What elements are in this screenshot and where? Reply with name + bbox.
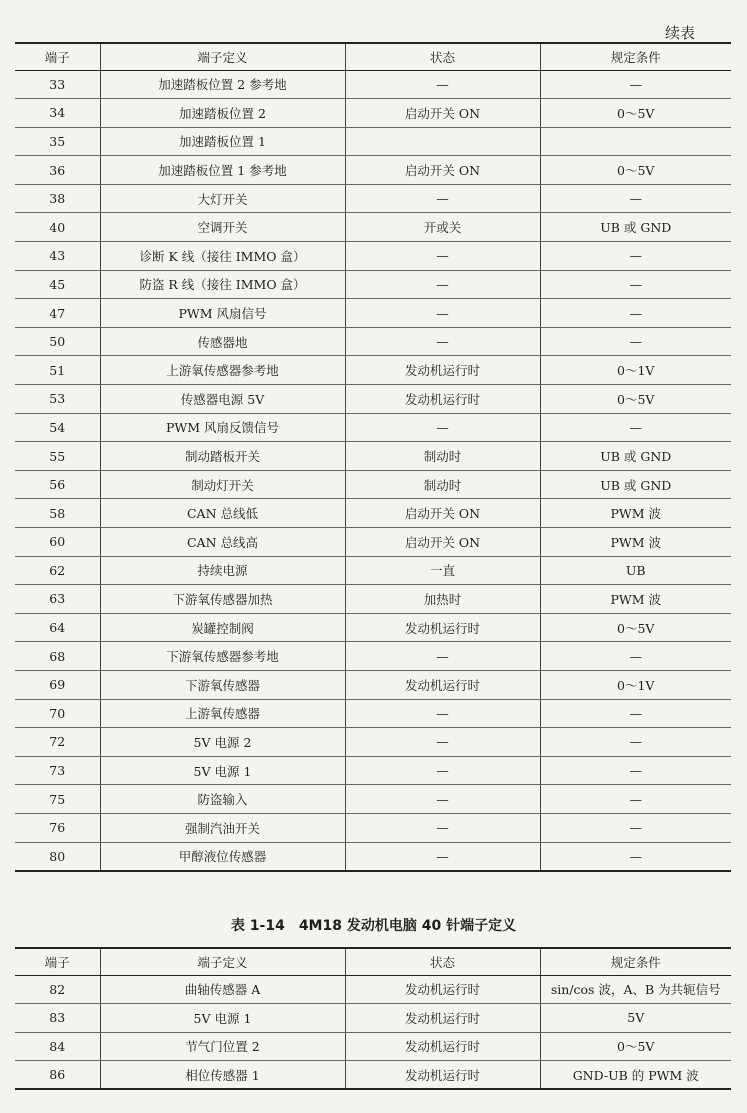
cell-definition: 防盗 R 线（接往 IMMO 盒）: [100, 270, 345, 299]
cell-condition: 0～1V: [540, 670, 731, 699]
cell-condition: [540, 127, 731, 156]
cell-terminal: 35: [15, 127, 100, 156]
cell-state: [345, 127, 540, 156]
cell-condition: GND-UB 的 PWM 波: [540, 1061, 731, 1090]
cell-condition: UB: [540, 556, 731, 585]
cell-condition: —: [540, 242, 731, 271]
cell-terminal: 54: [15, 413, 100, 442]
table-row: [15, 299, 731, 328]
table-row: [15, 728, 731, 757]
cell-condition: UB 或 GND: [540, 442, 731, 471]
terminal-table-continued: [15, 42, 731, 872]
cell-definition: 空调开关: [100, 213, 345, 242]
table-header-row: [15, 948, 731, 975]
cell-state: —: [345, 813, 540, 842]
cell-condition: 0～5V: [540, 156, 731, 185]
cell-state: 启动开关 ON: [345, 99, 540, 128]
cell-terminal: 86: [15, 1061, 100, 1090]
cell-condition: —: [540, 699, 731, 728]
header-condition: 规定条件: [540, 948, 731, 975]
cell-terminal: 62: [15, 556, 100, 585]
table-row: [15, 327, 731, 356]
cell-terminal: 69: [15, 670, 100, 699]
cell-terminal: 58: [15, 499, 100, 528]
cell-terminal: 38: [15, 184, 100, 213]
table-row: [15, 670, 731, 699]
cell-condition: —: [540, 813, 731, 842]
cell-state: —: [345, 842, 540, 871]
table-row: [15, 613, 731, 642]
cell-terminal: 34: [15, 99, 100, 128]
cell-definition: PWM 风扇信号: [100, 299, 345, 328]
table-row: [15, 356, 731, 385]
cell-definition: 传感器地: [100, 327, 345, 356]
table-row: [15, 1032, 731, 1061]
cell-definition: 传感器电源 5V: [100, 385, 345, 414]
cell-definition: 大灯开关: [100, 184, 345, 213]
cell-condition: 5V: [540, 1004, 731, 1033]
cell-definition: 诊断 K 线（接往 IMMO 盒）: [100, 242, 345, 271]
cell-state: 制动时: [345, 442, 540, 471]
cell-terminal: 73: [15, 756, 100, 785]
table-row: [15, 442, 731, 471]
cell-terminal: 36: [15, 156, 100, 185]
cell-terminal: 82: [15, 975, 100, 1004]
cell-terminal: 72: [15, 728, 100, 757]
table-row: [15, 699, 731, 728]
header-definition: 端子定义: [100, 948, 345, 975]
header-definition: 端子定义: [100, 43, 345, 70]
cell-state: 发动机运行时: [345, 613, 540, 642]
cell-terminal: 55: [15, 442, 100, 471]
cell-condition: —: [540, 642, 731, 671]
table-row: [15, 1061, 731, 1090]
cell-definition: 炭罐控制阀: [100, 613, 345, 642]
cell-definition: 加速踏板位置 1: [100, 127, 345, 156]
cell-terminal: 75: [15, 785, 100, 814]
cell-condition: —: [540, 327, 731, 356]
cell-condition: 0～1V: [540, 356, 731, 385]
cell-definition: 曲轴传感器 A: [100, 975, 345, 1004]
cell-terminal: 51: [15, 356, 100, 385]
header-state: 状态: [345, 43, 540, 70]
cell-definition: 下游氧传感器: [100, 670, 345, 699]
cell-definition: 加速踏板位置 1 参考地: [100, 156, 345, 185]
cell-condition: —: [540, 756, 731, 785]
table-row: [15, 270, 731, 299]
cell-terminal: 80: [15, 842, 100, 871]
cell-condition: —: [540, 728, 731, 757]
cell-state: —: [345, 184, 540, 213]
table-row: [15, 99, 731, 128]
cell-terminal: 76: [15, 813, 100, 842]
cell-definition: 加速踏板位置 2: [100, 99, 345, 128]
table-row: [15, 975, 731, 1004]
cell-definition: 下游氧传感器加热: [100, 585, 345, 614]
cell-state: 启动开关 ON: [345, 528, 540, 557]
cell-state: —: [345, 270, 540, 299]
cell-condition: PWM 波: [540, 499, 731, 528]
cell-condition: —: [540, 184, 731, 213]
cell-condition: 0～5V: [540, 385, 731, 414]
cell-condition: —: [540, 842, 731, 871]
cell-state: 制动时: [345, 470, 540, 499]
table-row: [15, 184, 731, 213]
cell-state: —: [345, 327, 540, 356]
cell-terminal: 84: [15, 1032, 100, 1061]
table-row: [15, 213, 731, 242]
cell-state: —: [345, 785, 540, 814]
cell-terminal: 64: [15, 613, 100, 642]
cell-definition: 强制汽油开关: [100, 813, 345, 842]
table-row: [15, 156, 731, 185]
cell-condition: 0～5V: [540, 613, 731, 642]
cell-state: 启动开关 ON: [345, 499, 540, 528]
table-row: [15, 585, 731, 614]
cell-terminal: 56: [15, 470, 100, 499]
cell-terminal: 50: [15, 327, 100, 356]
cell-condition: UB 或 GND: [540, 213, 731, 242]
cell-terminal: 70: [15, 699, 100, 728]
cell-definition: 制动踏板开关: [100, 442, 345, 471]
cell-definition: 上游氧传感器参考地: [100, 356, 345, 385]
cell-definition: 节气门位置 2: [100, 1032, 345, 1061]
cell-state: 加热时: [345, 585, 540, 614]
table-row: [15, 842, 731, 871]
table-row: [15, 756, 731, 785]
cell-condition: —: [540, 785, 731, 814]
cell-condition: PWM 波: [540, 585, 731, 614]
table-caption: 表 1-14 4M18 发动机电脑 40 针端子定义: [230, 918, 517, 934]
cell-definition: 甲醇液位传感器: [100, 842, 345, 871]
header-condition: 规定条件: [540, 43, 731, 70]
cell-state: —: [345, 299, 540, 328]
terminal-table-40pin: [15, 947, 731, 1090]
cell-terminal: 47: [15, 299, 100, 328]
cell-state: 发动机运行时: [345, 385, 540, 414]
cell-condition: —: [540, 299, 731, 328]
table-row: [15, 127, 731, 156]
cell-state: —: [345, 413, 540, 442]
continued-label: 续表: [664, 24, 695, 42]
cell-condition: sin/cos 波，A、B 为共轭信号: [540, 975, 731, 1004]
cell-terminal: 60: [15, 528, 100, 557]
cell-state: —: [345, 242, 540, 271]
cell-definition: 下游氧传感器参考地: [100, 642, 345, 671]
cell-state: —: [345, 642, 540, 671]
table-row: [15, 385, 731, 414]
cell-condition: PWM 波: [540, 528, 731, 557]
header-terminal: 端子: [15, 948, 100, 975]
cell-state: —: [345, 728, 540, 757]
cell-state: —: [345, 699, 540, 728]
cell-terminal: 33: [15, 70, 100, 99]
cell-condition: —: [540, 70, 731, 99]
cell-state: 发动机运行时: [345, 670, 540, 699]
table-row: [15, 813, 731, 842]
cell-condition: 0～5V: [540, 1032, 731, 1061]
cell-definition: 相位传感器 1: [100, 1061, 345, 1090]
table-header-row: [15, 43, 731, 70]
cell-state: 发动机运行时: [345, 356, 540, 385]
cell-definition: 制动灯开关: [100, 470, 345, 499]
cell-state: 发动机运行时: [345, 1032, 540, 1061]
table-row: [15, 556, 731, 585]
cell-definition: 5V 电源 1: [100, 1004, 345, 1033]
cell-terminal: 43: [15, 242, 100, 271]
cell-condition: —: [540, 270, 731, 299]
cell-terminal: 83: [15, 1004, 100, 1033]
cell-definition: 上游氧传感器: [100, 699, 345, 728]
table-row: [15, 499, 731, 528]
cell-state: 发动机运行时: [345, 975, 540, 1004]
table-row: [15, 785, 731, 814]
cell-definition: 持续电源: [100, 556, 345, 585]
cell-state: —: [345, 756, 540, 785]
cell-state: 开或关: [345, 213, 540, 242]
table-row: [15, 242, 731, 271]
cell-terminal: 53: [15, 385, 100, 414]
cell-definition: 5V 电源 1: [100, 756, 345, 785]
table-row: [15, 1004, 731, 1033]
cell-definition: 加速踏板位置 2 参考地: [100, 70, 345, 99]
cell-state: 发动机运行时: [345, 1061, 540, 1090]
header-state: 状态: [345, 948, 540, 975]
table-row: [15, 470, 731, 499]
cell-terminal: 63: [15, 585, 100, 614]
table-row: [15, 642, 731, 671]
cell-state: 发动机运行时: [345, 1004, 540, 1033]
cell-definition: CAN 总线低: [100, 499, 345, 528]
cell-state: 启动开关 ON: [345, 156, 540, 185]
table-row: [15, 70, 731, 99]
header-terminal: 端子: [15, 43, 100, 70]
cell-terminal: 45: [15, 270, 100, 299]
cell-condition: 0～5V: [540, 99, 731, 128]
cell-terminal: 68: [15, 642, 100, 671]
table-row: [15, 413, 731, 442]
cell-definition: PWM 风扇反馈信号: [100, 413, 345, 442]
cell-definition: CAN 总线高: [100, 528, 345, 557]
cell-condition: UB 或 GND: [540, 470, 731, 499]
cell-terminal: 40: [15, 213, 100, 242]
cell-state: 一直: [345, 556, 540, 585]
cell-definition: 防盗输入: [100, 785, 345, 814]
cell-state: —: [345, 70, 540, 99]
table-row: [15, 528, 731, 557]
cell-condition: —: [540, 413, 731, 442]
cell-definition: 5V 电源 2: [100, 728, 345, 757]
